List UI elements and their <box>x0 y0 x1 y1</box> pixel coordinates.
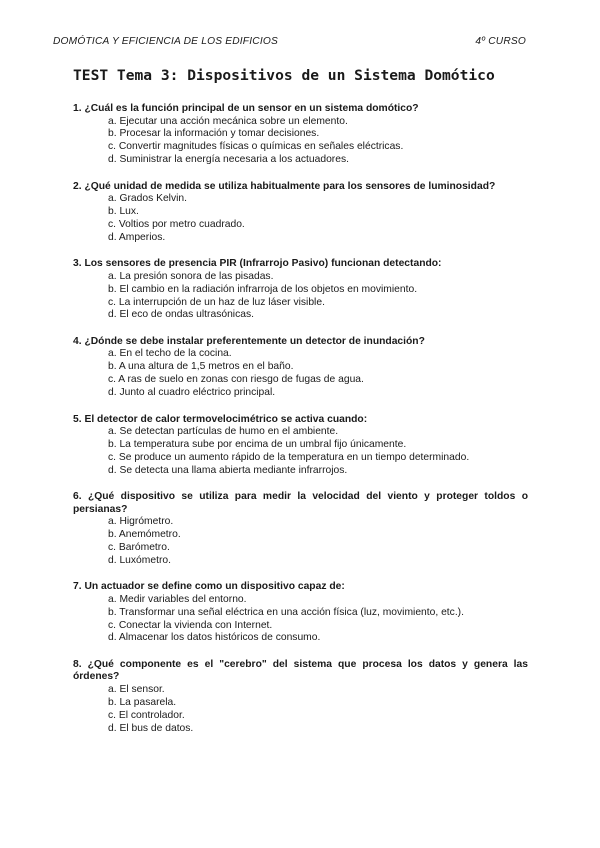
option-d: d. Suministrar la energía necesaria a los actuadores. <box>108 154 349 166</box>
question-1 <box>73 103 528 167</box>
option-list <box>73 594 528 646</box>
option-a: a. Higrómetro. <box>108 516 174 528</box>
option-c: c. Se produce un aumento rápido de la temperatura en un tiempo determinado. <box>108 451 470 463</box>
option-d: d. Luxómetro. <box>108 554 171 566</box>
question-text: 5. El detector de calor termovelocimétrico se activa cuando: <box>73 413 368 425</box>
option-c: c. El controlador. <box>108 709 185 721</box>
option-b: b. El cambio en la radiación infrarroja de los objetos en movimiento. <box>108 283 418 295</box>
option-d: d. Almacenar los datos históricos de consumo. <box>108 632 321 644</box>
option-a: a. En el techo de la cocina. <box>108 348 232 360</box>
option-c: c. Convertir magnitudes físicas o químicas en señales eléctricas. <box>108 141 404 153</box>
option-list <box>73 271 528 323</box>
option-b: b. A una altura de 1,5 metros en el baño. <box>108 361 294 373</box>
question-list <box>73 103 528 749</box>
option-d: d. Se detecta una llama abierta mediante infrarrojos. <box>108 464 348 476</box>
question-text: 7. Un actuador se define como un dispositivo capaz de: <box>73 581 345 593</box>
option-list <box>73 348 528 400</box>
option-d: d. Junto al cuadro eléctrico principal. <box>108 387 276 399</box>
option-a: a. Grados Kelvin. <box>108 193 187 205</box>
option-d: d. Amperios. <box>108 231 166 243</box>
option-b: b. Lux. <box>108 206 139 218</box>
option-b: b. Anemómetro. <box>108 529 181 541</box>
option-list <box>73 516 528 568</box>
question-2 <box>73 181 528 245</box>
option-a: a. Medir variables del entorno. <box>108 593 247 605</box>
page-header <box>53 36 526 47</box>
question-4 <box>73 336 528 400</box>
option-c: c. Voltios por metro cuadrado. <box>108 218 245 230</box>
question-text: 6. ¿Qué dispositivo se utiliza para medir la velocidad del viento y proteger toldos o persianas? <box>73 491 528 515</box>
header-course-year: 4º CURSO <box>475 36 526 47</box>
question-text: 4. ¿Dónde se debe instalar preferentemente un detector de inundación? <box>73 335 425 347</box>
question-text: 8. ¿Qué componente es el "cerebro" del sistema que procesa los datos y genera las órdenes? <box>73 658 528 683</box>
option-c: c. Conectar la vivienda con Internet. <box>108 619 273 631</box>
option-list <box>73 426 528 478</box>
question-6 <box>73 491 528 568</box>
header-course-title: DOMÓTICA Y EFICIENCIA DE LOS EDIFICIOS <box>53 36 278 47</box>
option-b: b. La pasarela. <box>108 696 177 708</box>
option-list <box>73 684 528 736</box>
option-b: b. La temperatura sube por encima de un umbral fijo únicamente. <box>108 438 407 450</box>
option-list <box>73 116 528 168</box>
option-c: c. Barómetro. <box>108 541 170 553</box>
question-8 <box>73 659 528 736</box>
option-list <box>73 193 528 245</box>
option-d: d. El bus de datos. <box>108 722 194 734</box>
option-c: c. A ras de suelo en zonas con riesgo de fugas de agua. <box>108 374 364 386</box>
option-c: c. La interrupción de un haz de luz láser visible. <box>108 296 325 308</box>
question-7 <box>73 581 528 645</box>
question-text: 3. Los sensores de presencia PIR (Infrarrojo Pasivo) funcionan detectando: <box>73 258 442 270</box>
option-a: a. Ejecutar una acción mecánica sobre un elemento. <box>108 115 348 127</box>
question-3 <box>73 258 528 322</box>
option-a: a. Se detectan partículas de humo en el ambiente. <box>108 426 339 437</box>
option-b: b. Transformar una señal eléctrica en una acción física (luz, movimiento, etc.). <box>108 606 464 618</box>
option-a: a. La presión sonora de las pisadas. <box>108 270 274 282</box>
question-text: 2. ¿Qué unidad de medida se utiliza habitualmente para los sensores de luminosidad? <box>73 180 496 192</box>
option-b: b. Procesar la información y tomar decisiones. <box>108 128 320 140</box>
question-5 <box>73 414 528 478</box>
question-text: 1. ¿Cuál es la función principal de un sensor en un sistema domótico? <box>73 103 419 114</box>
option-a: a. El sensor. <box>108 683 165 695</box>
test-title: TEST Tema 3: Dispositivos de un Sistema Domótico <box>73 67 495 84</box>
option-d: d. El eco de ondas ultrasónicas. <box>108 309 254 321</box>
